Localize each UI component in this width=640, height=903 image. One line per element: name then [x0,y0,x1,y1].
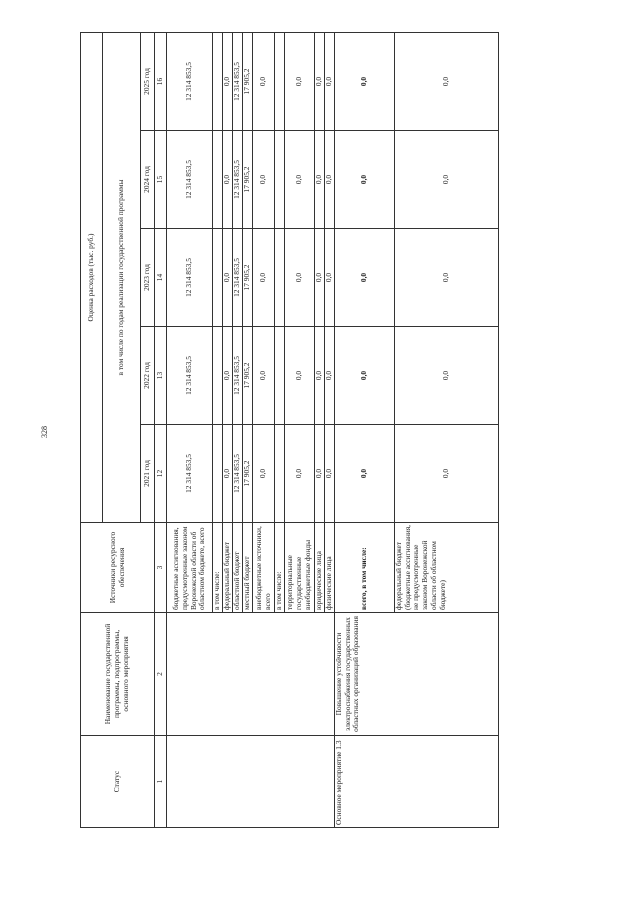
value-cell [213,229,223,327]
source-cell: в том числе: [213,523,223,613]
col-number: 12 [155,425,167,523]
page-number: 328 [40,426,49,438]
value-cell [213,425,223,523]
value-cell: 12 314 853,5 [233,229,243,327]
source-cell: юридические лица [315,523,325,613]
source-cell: территориальные государственные внебюджетные фонды [285,523,315,613]
col-number: 3 [155,523,167,613]
value-cell [213,327,223,425]
status-cell: Основное мероприятие 1.3 [335,736,499,828]
value-cell [213,33,223,131]
header-estimate: Оценка расходов (тыс. руб.) [81,33,103,523]
value-cell [213,131,223,229]
value-cell: 0,0 [395,131,499,229]
rotated-page [80,33,545,828]
table-row [335,33,395,828]
expenses-table [80,32,499,828]
value-cell: 0,0 [315,327,325,425]
header-year: 2023 год [141,229,155,327]
value-cell: 0,0 [253,327,275,425]
value-cell: 0,0 [223,131,233,229]
header-year: 2022 год [141,327,155,425]
value-cell [275,327,285,425]
header-source: Источники ресурсного обеспечения [81,523,155,613]
value-cell: 0,0 [285,425,315,523]
value-cell: 0,0 [325,327,335,425]
header-year: 2025 год [141,33,155,131]
col-number: 13 [155,327,167,425]
source-cell: федеральный бюджет (бюджетные ассигнования, не предусмотренные законом Воронежской области об областном бюджете) [395,523,499,613]
value-cell: 0,0 [285,33,315,131]
value-cell: 0,0 [335,229,395,327]
value-cell: 17 905,2 [243,33,253,131]
value-cell: 0,0 [395,327,499,425]
value-cell: 0,0 [285,131,315,229]
value-cell [275,229,285,327]
value-cell: 12 314 853,5 [233,425,243,523]
value-cell: 0,0 [395,33,499,131]
value-cell: 0,0 [325,131,335,229]
value-cell: 0,0 [285,327,315,425]
source-cell: в том числе: [275,523,285,613]
value-cell: 0,0 [223,327,233,425]
value-cell: 0,0 [315,131,325,229]
value-cell: 0,0 [223,425,233,523]
value-cell: 12 314 853,5 [233,131,243,229]
col-number: 1 [155,736,167,828]
value-cell: 17 905,2 [243,425,253,523]
value-cell: 0,0 [395,229,499,327]
value-cell: 17 905,2 [243,327,253,425]
col-number: 14 [155,229,167,327]
value-cell [275,131,285,229]
value-cell: 0,0 [285,229,315,327]
source-cell: местный бюджет [243,523,253,613]
col-number: 15 [155,131,167,229]
source-cell: всего, в том числе: [335,523,395,613]
name-cell: Повышение устойчивости электроснабжения государственных областных организаций образования [335,613,499,736]
value-cell: 0,0 [315,33,325,131]
value-cell: 0,0 [335,33,395,131]
value-cell: 12 314 853,5 [167,229,213,327]
col-number: 2 [155,613,167,736]
name-cell-empty [167,613,335,736]
header-year: 2024 год [141,131,155,229]
source-cell: бюджетные ассигнования, предусмотренные законом Воронежской области об областном бюджете, всего [167,523,213,613]
value-cell: 12 314 853,5 [167,327,213,425]
col-number: 16 [155,33,167,131]
value-cell: 17 905,2 [243,131,253,229]
value-cell: 0,0 [315,425,325,523]
source-cell: внебюджетные источники, всего [253,523,275,613]
table-body [167,33,499,828]
header-name: Наименование государственной программы, подпрограммы, основного мероприятия [81,613,155,736]
value-cell: 0,0 [325,229,335,327]
value-cell: 12 314 853,5 [233,33,243,131]
value-cell: 0,0 [253,229,275,327]
value-cell: 0,0 [335,131,395,229]
header-status: Статус [81,736,155,828]
value-cell: 0,0 [253,131,275,229]
status-cell-empty [167,736,335,828]
value-cell: 0,0 [223,229,233,327]
header-by-years: в том числе по годам реализации государственной программы [103,33,141,523]
value-cell: 0,0 [253,33,275,131]
value-cell: 0,0 [315,229,325,327]
source-cell: физические лица [325,523,335,613]
value-cell: 0,0 [325,33,335,131]
table-row [167,33,213,828]
value-cell: 17 905,2 [243,229,253,327]
value-cell: 0,0 [253,425,275,523]
value-cell: 0,0 [335,327,395,425]
source-cell: федеральный бюджет [223,523,233,613]
value-cell: 0,0 [395,425,499,523]
source-cell: областной бюджет [233,523,243,613]
value-cell: 12 314 853,5 [167,425,213,523]
value-cell [275,425,285,523]
value-cell: 0,0 [335,425,395,523]
value-cell: 12 314 853,5 [167,131,213,229]
value-cell: 12 314 853,5 [233,327,243,425]
value-cell [275,33,285,131]
value-cell: 0,0 [325,425,335,523]
value-cell: 12 314 853,5 [167,33,213,131]
value-cell: 0,0 [223,33,233,131]
header-year: 2021 год [141,425,155,523]
